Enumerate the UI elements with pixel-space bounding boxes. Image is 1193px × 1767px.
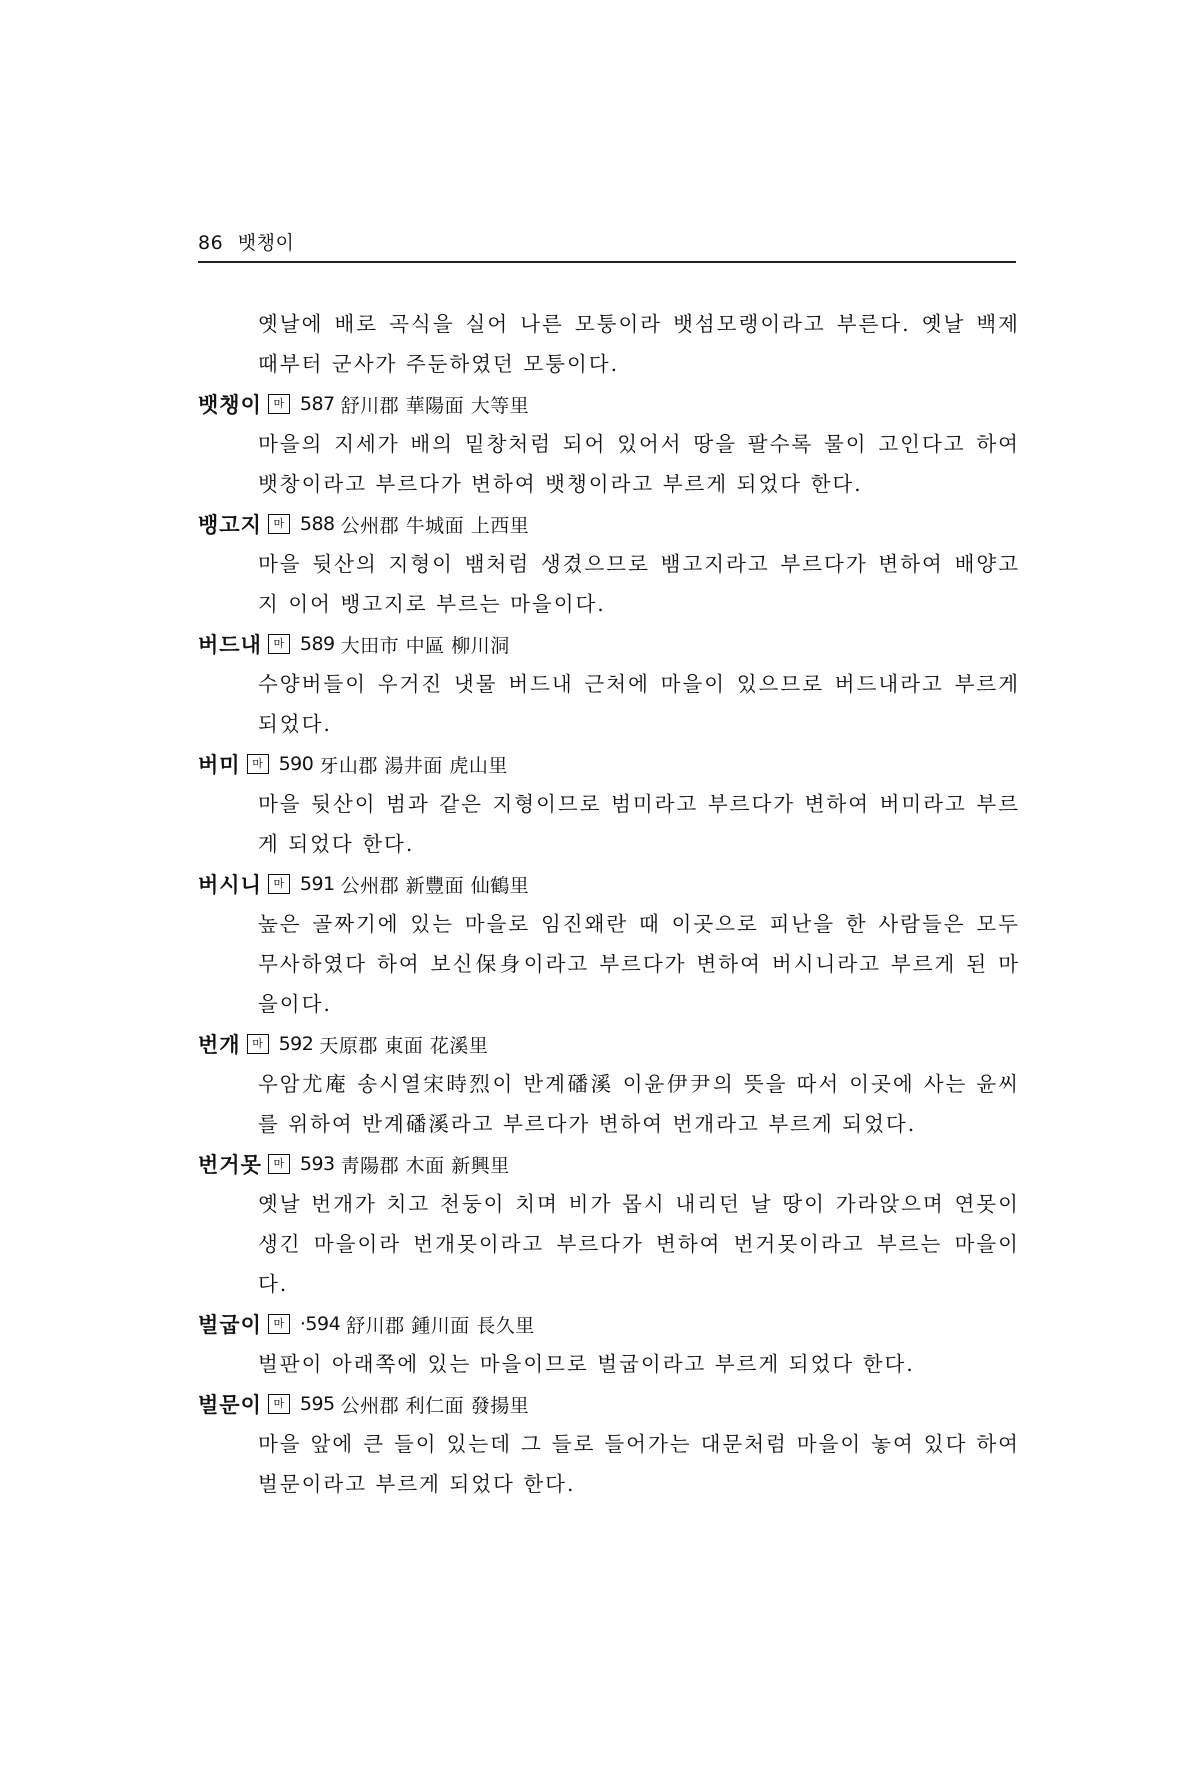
entry-name: 버시니 [198,873,262,897]
entry-text: 높은 골짜기에 있는 마을로 임진왜란 때 이곳으로 피난을 한 사람들은 모두 무사하였다 하여 보신保身이라고 부르다가 변하여 버시니라고 부르게 된 마을이다. [258,912,1020,1016]
page-number: 86 [198,232,224,254]
dictionary-entry [198,1304,1020,1384]
entry-text: 옛날 번개가 치고 천둥이 치며 비가 몹시 내리던 날 땅이 가라앉으며 연못이 생긴 마을이라 번개못이라고 부르다가 변하여 번거못이라고 부르는 마을이다. [258,1192,1020,1296]
entry-text: 벌판이 아래쪽에 있는 마을이므로 벌굽이라고 부르게 되었다 한다. [258,1352,915,1376]
entry-name: 뱅고지 [198,513,262,537]
entry-text: 마을 앞에 큰 들이 있는데 그 들로 들어가는 대문처럼 마을이 놓여 있다 하여 벌문이라고 부르게 되었다 한다. [258,1432,1020,1496]
entry-number: 587 [299,393,335,415]
village-mark-icon: 마 [268,1394,290,1414]
entry-name: 번거못 [198,1153,262,1177]
dictionary-entry [198,384,1020,504]
entry-number: ·594 [299,1313,341,1335]
entry-text: 마을 뒷산이 범과 같은 지형이므로 범미라고 부르다가 변하여 버미라고 부르게 되었다 한다. [258,792,1020,856]
dictionary-entry [198,864,1020,1024]
entry-heading [198,504,1020,544]
entry-address: 舒川郡 鍾川面 長久里 [346,1314,535,1337]
entry-number: 595 [299,1393,335,1415]
entry-name: 번개 [198,1033,241,1057]
entry-address: 靑陽郡 木面 新興里 [340,1154,510,1177]
entry-name: 뱃챙이 [198,393,262,417]
dictionary-entry [198,624,1020,744]
entry-text: 마을의 지세가 배의 밑창처럼 되어 있어서 땅을 팔수록 물이 고인다고 하여 뱃창이라고 부르다가 변하여 뱃챙이라고 부르게 되었다 한다. [258,432,1020,496]
village-mark-icon: 마 [268,1314,290,1334]
entry-heading [198,1384,1020,1424]
entry-number: 589 [299,633,335,655]
dictionary-entry [198,1384,1020,1504]
dictionary-entry [198,744,1020,864]
dictionary-entry [198,504,1020,624]
entry-heading [198,1024,1020,1064]
entry-address: 公州郡 牛城面 上西里 [340,514,530,537]
entry-heading [198,1144,1020,1184]
entry-address: 牙山郡 湯井面 虎山里 [319,754,508,777]
entry-heading [198,384,1020,424]
entry-heading [198,864,1020,904]
entry-text: 마을 뒷산의 지형이 뱀처럼 생겼으므로 뱀고지라고 부르다가 변하여 배양고지 이어 뱅고지로 부르는 마을이다. [258,552,1020,616]
page-body [198,304,1020,1504]
entry-address: 公州郡 利仁面 發揚里 [340,1394,530,1417]
dictionary-entry [198,1024,1020,1144]
entry-name: 벌문이 [198,1393,262,1417]
entry-number: 593 [299,1153,335,1175]
entry-name: 버미 [198,753,241,777]
entry-address: 天原郡 東面 花溪里 [319,1034,489,1057]
village-mark-icon: 마 [268,1154,290,1174]
entry-number: 590 [278,753,314,775]
village-mark-icon: 마 [268,634,290,654]
village-mark-icon: 마 [247,754,269,774]
dictionary-entry [198,1144,1020,1304]
entry-address: 公州郡 新豐面 仙鶴里 [340,874,530,897]
entry-name: 벌굽이 [198,1313,262,1337]
village-mark-icon: 마 [247,1034,269,1054]
village-mark-icon: 마 [268,394,290,414]
entry-name: 버드내 [198,633,262,657]
entry-list [198,384,1020,1504]
entry-number: 592 [278,1033,314,1055]
entry-number: 591 [299,873,335,895]
entry-text: 우암尤庵 송시열宋時烈이 반계磻溪 이윤伊尹의 뜻을 따서 이곳에 사는 윤씨를 위하여 반계磻溪라고 부르다가 변하여 번개라고 부르게 되었다. [258,1072,1020,1136]
entry-heading [198,624,1020,664]
entry-number: 588 [299,513,335,535]
entry-text: 수양버들이 우거진 냇물 버드내 근처에 마을이 있으므로 버드내라고 부르게 되었다. [258,672,1020,736]
entry-address: 大田市 中區 柳川洞 [340,634,510,657]
village-mark-icon: 마 [268,874,290,894]
continued-paragraph: 옛날에 배로 곡식을 실어 나른 모퉁이라 뱃섬모랭이라고 부른다. 옛날 백제 때부터 군사가 주둔하였던 모퉁이다. [258,312,1020,376]
entry-heading [198,1304,1020,1344]
running-header [198,228,1016,263]
village-mark-icon: 마 [268,514,290,534]
entry-heading [198,744,1020,784]
running-title: 뱃챙이 [237,232,295,254]
entry-address: 舒川郡 華陽面 大等里 [340,394,530,417]
